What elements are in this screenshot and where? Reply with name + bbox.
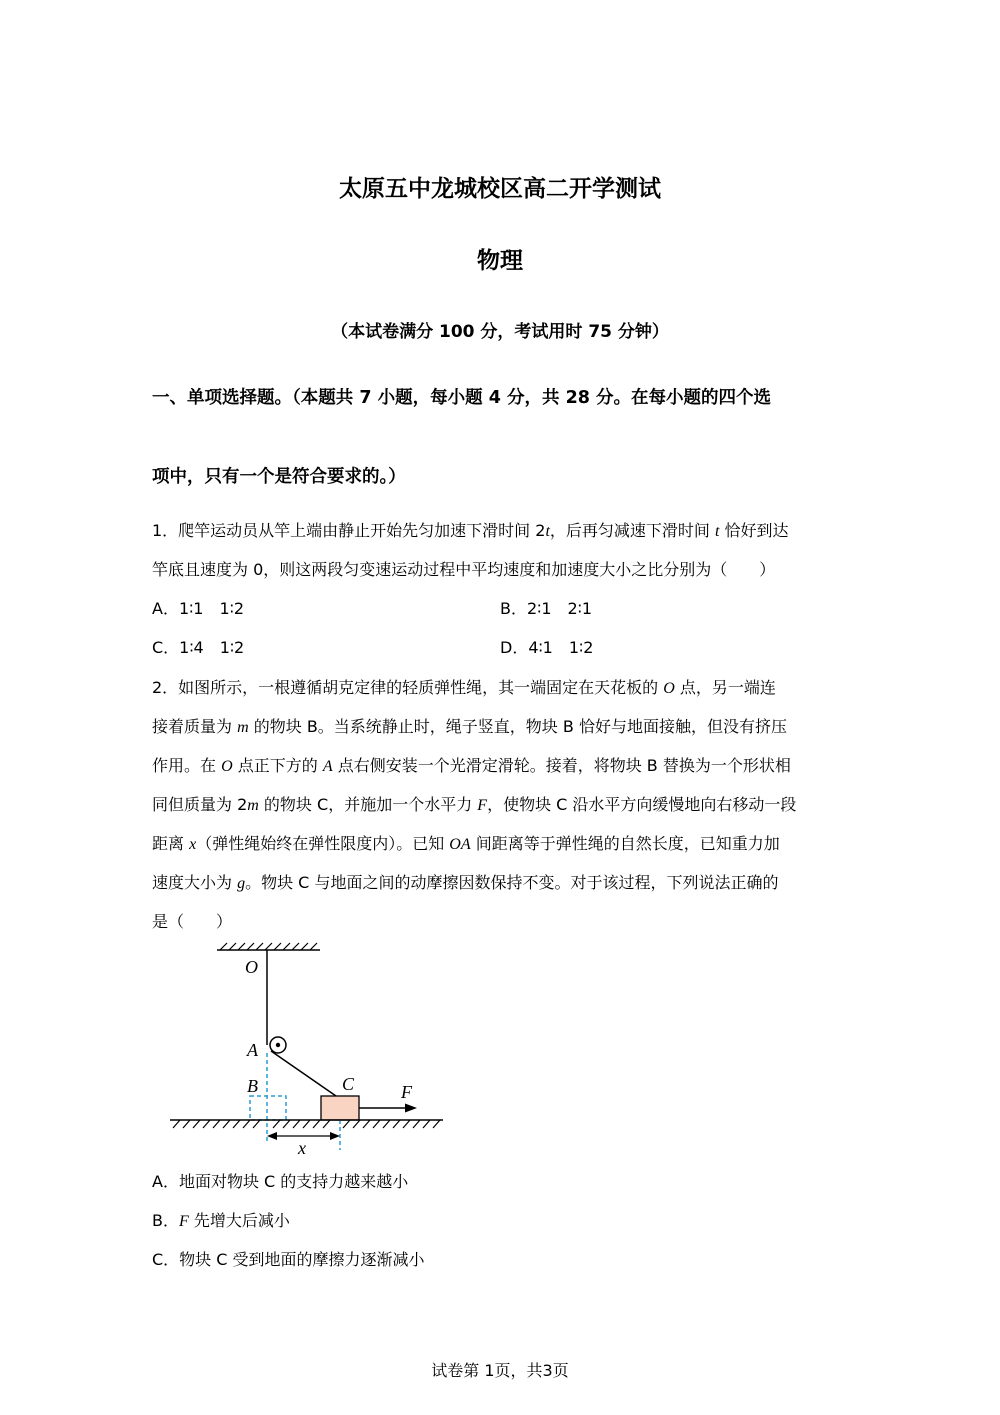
ground-hatch — [173, 1120, 440, 1128]
rope-to-block-c — [271, 1051, 336, 1096]
q1-option-d[interactable]: D．4∶1 1∶2 — [500, 638, 594, 657]
q2-figure — [165, 938, 450, 1160]
exam-note: （本试卷满分 100 分，考试用时 75 分钟） — [331, 322, 669, 342]
page-footer: 试卷第 1页，共3页 — [431, 1361, 569, 1380]
label-b: B — [247, 1076, 258, 1096]
q2-line4: 同但质量为 2m 的物块 C，并施加一个水平力 F，使物块 C 沿水平方向缓慢地向右移动一段 — [152, 795, 797, 814]
subject-title: 物理 — [477, 248, 523, 274]
displacement-arrow-right — [330, 1132, 340, 1140]
label-a: A — [247, 1040, 258, 1060]
exam-title: 太原五中龙城校区高二开学测试 — [339, 176, 661, 202]
block-c — [321, 1096, 359, 1120]
block-b-dashed — [250, 1096, 286, 1120]
q2-line1: 2．如图所示，一根遵循胡克定律的轻质弹性绳，其一端固定在天花板的 O 点，另一端连 — [152, 678, 776, 697]
q2-option-c[interactable]: C．物块 C 受到地面的摩擦力逐渐减小 — [152, 1250, 425, 1269]
q2-line5: 距离 x（弹性绳始终在弹性限度内）。已知 OA 间距离等于弹性绳的自然长度，已知重力加 — [152, 834, 780, 853]
q1-line2: 竿底且速度为 0，则这两段匀变速运动过程中平均速度和加速度大小之比分别为（ ） — [152, 560, 776, 579]
q2-option-a[interactable]: A．地面对物块 C 的支持力越来越小 — [152, 1172, 409, 1191]
q2-option-b[interactable]: B．F 先增大后减小 — [152, 1211, 290, 1230]
section-heading-line1: 一、单项选择题。（本题共 7 小题，每小题 4 分，共 28 分。在每小题的四个选 — [152, 388, 772, 408]
q1-option-b[interactable]: B．2∶1 2∶1 — [500, 599, 593, 618]
force-arrow-head — [405, 1104, 417, 1113]
q2-line2: 接着质量为 m 的物块 B。当系统静止时，绳子竖直，物块 B 恰好与地面接触，但没有挤压 — [152, 717, 787, 736]
label-x: x — [298, 1138, 306, 1158]
label-o: O — [245, 957, 258, 977]
q1-option-a[interactable]: A．1∶1 1∶2 — [152, 599, 244, 618]
ceiling-hatch — [220, 943, 317, 950]
q2-line3: 作用。在 O 点正下方的 A 点右侧安装一个光滑定滑轮。接着，将物块 B 替换为一个形状相 — [152, 756, 791, 775]
displacement-arrow-left — [267, 1132, 277, 1140]
q1-option-c[interactable]: C．1∶4 1∶2 — [152, 638, 245, 657]
q2-line6: 速度大小为 g。物块 C 与地面之间的动摩擦因数保持不变。对于该过程，下列说法正确的 — [152, 873, 779, 892]
pulley-axle — [276, 1043, 280, 1047]
section-heading-line2: 项中，只有一个是符合要求的。） — [152, 467, 406, 487]
label-f: F — [401, 1082, 412, 1102]
label-c: C — [342, 1074, 355, 1094]
q2-line7: 是（ ） — [152, 912, 233, 931]
q1-line1: 1．爬竿运动员从竿上端由静止开始先匀加速下滑时间 2t，后再匀减速下滑时间 t 恰好到达 — [152, 521, 789, 540]
